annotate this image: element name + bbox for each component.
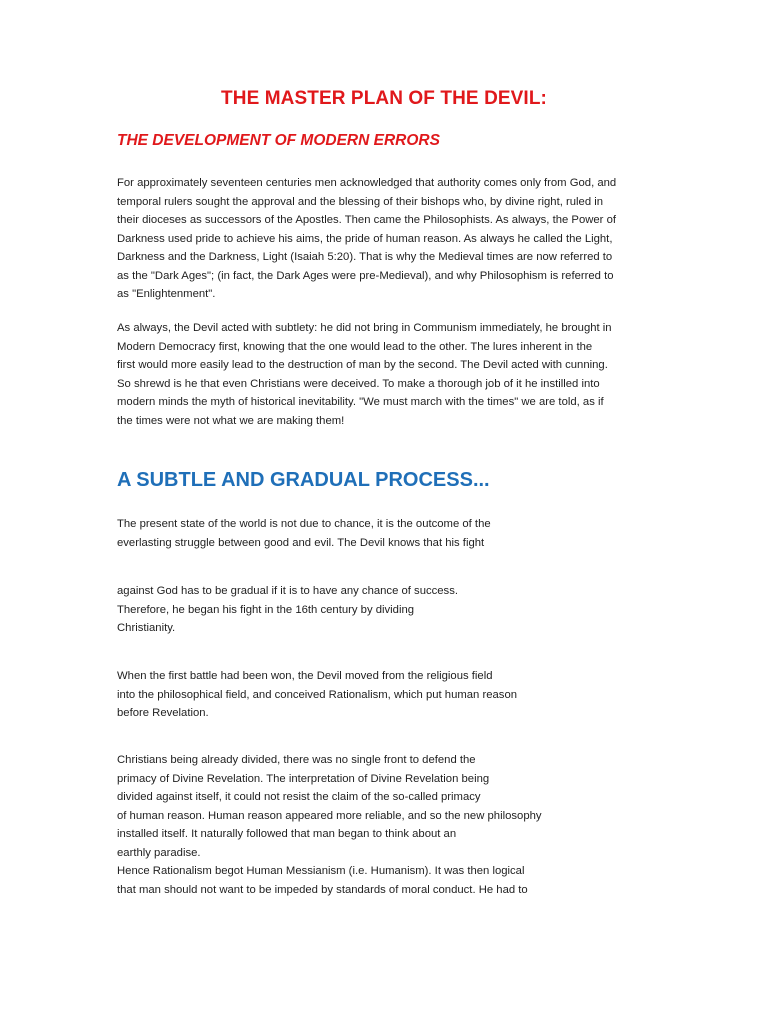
- paragraph-line: Darkness used pride to achieve his aims, the pride of human reason. As always he called the Light,: [117, 232, 613, 245]
- paragraph-line: Modern Democracy first, knowing that the one would lead to the other. The lures inherent in the: [117, 340, 593, 353]
- paragraph-line: divided against itself, it could not resist the claim of the so-called primacy: [117, 791, 481, 803]
- paragraph-line: modern minds the myth of historical inevitability. "We must march with the times" we are told, as if: [117, 396, 604, 408]
- paragraph-1: [117, 174, 657, 304]
- paragraph-3: [117, 515, 657, 552]
- paragraph-line: Christians being already divided, there was no single front to defend the: [117, 754, 476, 766]
- paragraph-2: [117, 319, 657, 430]
- paragraph-line: everlasting struggle between good and evil. The Devil knows that his fight: [117, 536, 485, 549]
- paragraph-line: temporal rulers sought the approval and the blessing of their bishops who, by divine right, ruled in: [117, 195, 604, 208]
- paragraph-line: of human reason. Human reason appeared more reliable, and so the new philosophy: [117, 809, 542, 822]
- paragraph-line: primacy of Divine Revelation. The interpretation of Divine Revelation being: [117, 772, 490, 785]
- paragraph-line: earthly paradise.: [117, 846, 201, 859]
- paragraph-line: Christianity.: [117, 622, 176, 634]
- paragraph-line: As always, the Devil acted with subtlety: he did not bring in Communism immediately, he brought in: [117, 322, 612, 334]
- document-title: THE MASTER PLAN OF THE DEVIL:: [221, 88, 547, 109]
- paragraph-6: [117, 751, 657, 899]
- paragraph-line: installed itself. It naturally followed that man began to think about an: [117, 828, 457, 840]
- section-heading: A SUBTLE AND GRADUAL PROCESS...: [117, 469, 490, 491]
- paragraph-line: their dioceses as successors of the Apostles. Then came the Philosophists. As always, the Power of: [117, 214, 616, 226]
- paragraph-line: that man should not want to be impeded by standards of moral conduct. He had to: [117, 883, 528, 896]
- paragraph-line: Darkness and the Darkness, Light (Isaiah 5:20). That is why the Medieval times are now referred to: [117, 251, 613, 263]
- paragraph-line: So shrewd is he that even Christians were deceived. To make a thorough job of it he instilled into: [117, 377, 600, 390]
- paragraph-line: Therefore, he began his fight in the 16th century by dividing: [117, 603, 415, 616]
- paragraph-line: For approximately seventeen centuries men acknowledged that authority comes only from God, and: [117, 177, 617, 189]
- paragraph-line: against God has to be gradual if it is to have any chance of success.: [117, 585, 458, 597]
- paragraph-line: into the philosophical field, and conceived Rationalism, which put human reason: [117, 688, 518, 701]
- paragraph-line: first would more easily lead to the destruction of man by the second. The Devil acted with cunning.: [117, 359, 608, 371]
- paragraph-line: the times were not what we are making them!: [117, 414, 345, 427]
- paragraph-line: as the "Dark Ages"; (in fact, the Dark Ages were pre-Medieval), and why Philosophism is referred to: [117, 269, 614, 282]
- paragraph-line: The present state of the world is not due to chance, it is the outcome of the: [117, 518, 491, 530]
- paragraph-5: [117, 667, 657, 723]
- paragraph-4: [117, 582, 657, 638]
- document-subtitle: THE DEVELOPMENT OF MODERN ERRORS: [117, 132, 440, 149]
- paragraph-line: before Revelation.: [117, 707, 209, 719]
- paragraph-line: When the first battle had been won, the Devil moved from the religious field: [117, 670, 493, 682]
- paragraph-line: as "Enlightenment".: [117, 288, 216, 300]
- paragraph-line: Hence Rationalism begot Human Messianism (i.e. Humanism). It was then logical: [117, 865, 525, 877]
